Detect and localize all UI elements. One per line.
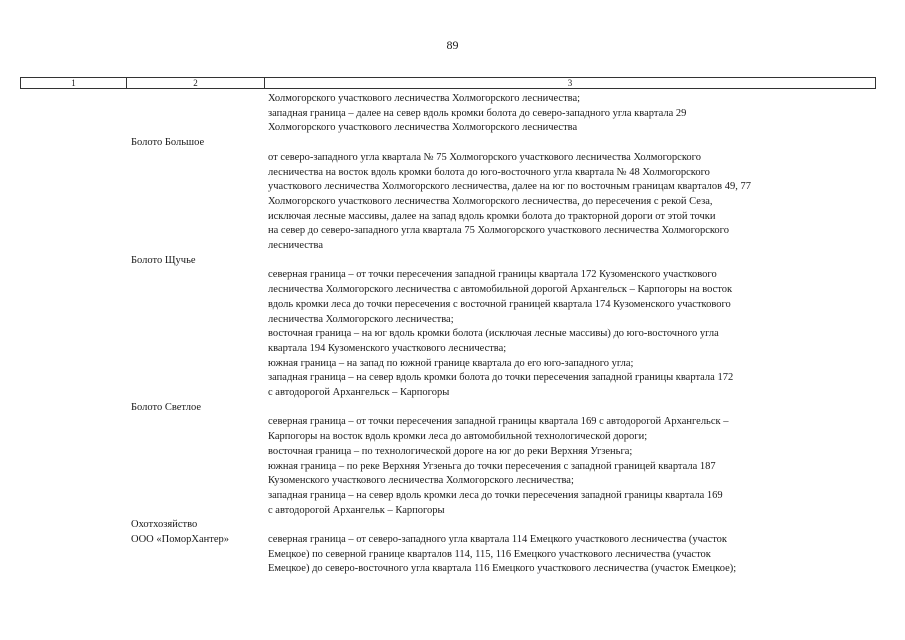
table-header-col-1: 1 <box>21 78 127 89</box>
boundary-text-line: исключая лесные массивы, далее на запад вдоль кромки болота до тракторной дороги от этой точки <box>268 210 716 222</box>
boundary-text-line: восточная граница – на юг вдоль кромки болота (исключая лесные массивы) до юго-восточного угла <box>268 328 719 340</box>
table-header-col-2: 2 <box>127 78 265 89</box>
boundary-text-line: Емецкое) до северо-восточного угла квартала 116 Емецкого участкового лесничества (участок Емецкое); <box>268 563 737 575</box>
boundary-text-line: Емецкое) по северной границе кварталов 114, 115, 116 Емецкого участкового лесничества (участок <box>268 548 711 560</box>
boundary-text-line: южная граница – по реке Верхняя Угзеньга до точки пересечения с западной границей квартала 187 <box>268 460 716 472</box>
boundary-text-line: вдоль кромки леса до точки пересечения с восточной границей квартала 174 Кузоменского участкового <box>268 298 731 310</box>
boundary-text-line: участкового лесничества Холмогорского лесничества, далее на юг по восточным границам кварталов 49, 77 <box>268 181 751 193</box>
table-header-col-3: 3 <box>265 78 876 89</box>
boundary-text-line: лесничества Холмогорского лесничества с автомобильной дорогой Архангельск – Карпогоры на восток <box>268 284 733 296</box>
page-number: 89 <box>446 38 459 52</box>
boundary-text-line: Холмогорского участкового лесничества Холмогорского лесничества <box>268 122 578 134</box>
entry-boloto-bolshoe <box>0 136 905 254</box>
continuation-block <box>0 92 905 136</box>
entry-name: Охотхозяйство <box>131 519 198 531</box>
boundary-text-line: квартала 194 Кузоменского участкового лесничества; <box>268 342 507 354</box>
boundary-text-line: Холмогорского участкового лесничества Холмогорского лесничества, до пересечения с рекой Сеза, <box>268 195 713 207</box>
boundary-text-line: Холмогорского участкового лесничества Холмогорского лесничества; <box>268 93 581 104</box>
boundary-text-line: Карпогоры на восток вдоль кромки леса до автомобильной технологической дороги; <box>268 431 648 443</box>
table-header <box>20 77 876 89</box>
boundary-text-line: лесничества на восток вдоль кромки болота до юго-восточного угла квартала № 48 Холмогорского <box>268 166 710 178</box>
boundary-text-line: южная граница – на запад по южной границе квартала до его юго-западного угла; <box>268 357 634 369</box>
entry-name: Болото Щучье <box>131 254 196 266</box>
boundary-text-line: лесничества Холмогорского лесничества; <box>268 313 454 325</box>
boundary-text-line: лесничества <box>268 240 323 252</box>
entry-name: Болото Большое <box>131 137 205 149</box>
entry-pomorhanter <box>0 518 905 577</box>
entry-boloto-shchuchye <box>0 254 905 401</box>
entry-boloto-svetloe <box>0 401 905 519</box>
boundary-text-line: с автодорогой Архангельк – Карпогоры <box>268 504 445 516</box>
boundary-text-line: на север до северо-западного угла квартала 75 Холмогорского участкового лесничества Холмогорского <box>268 225 729 237</box>
boundary-text-line: Кузоменского участкового лесничества Холмогорского лесничества; <box>268 475 574 487</box>
table-body <box>0 92 905 577</box>
boundary-text-line: северная граница – от точки пересечения западной границы квартала 172 Кузоменского участкового <box>268 269 717 281</box>
entry-name-second-line: ООО «ПоморХантер» <box>131 534 230 546</box>
boundary-text-line: северная граница – от северо-западного угла квартала 114 Емецкого участкового лесничества (участок <box>268 534 728 546</box>
boundary-text-line: от северо-западного угла квартала № 75 Холмогорского участкового лесничества Холмогорского <box>268 151 701 163</box>
boundary-text-line: западная граница – на север вдоль кромки леса до точки пересечения западной границы квартала 169 <box>268 489 723 501</box>
boundary-text-line: северная граница – от точки пересечения западной границы квартала 169 с автодорогой Архангельск – <box>268 416 729 428</box>
boundary-text-line: западная граница – на север вдоль кромки болота до точки пересечения западной границы квартала 172 <box>268 372 734 384</box>
boundary-text-line: с автодорогой Архангельск – Карпогоры <box>268 387 450 399</box>
boundary-text-line: западная граница – далее на север вдоль кромки болота до северо-западного угла квартала 29 <box>268 107 687 119</box>
entry-name: Болото Светлое <box>131 401 201 413</box>
boundary-text-line: восточная граница – по технологической дороге на юг до реки Верхняя Угзеньга; <box>268 445 633 457</box>
